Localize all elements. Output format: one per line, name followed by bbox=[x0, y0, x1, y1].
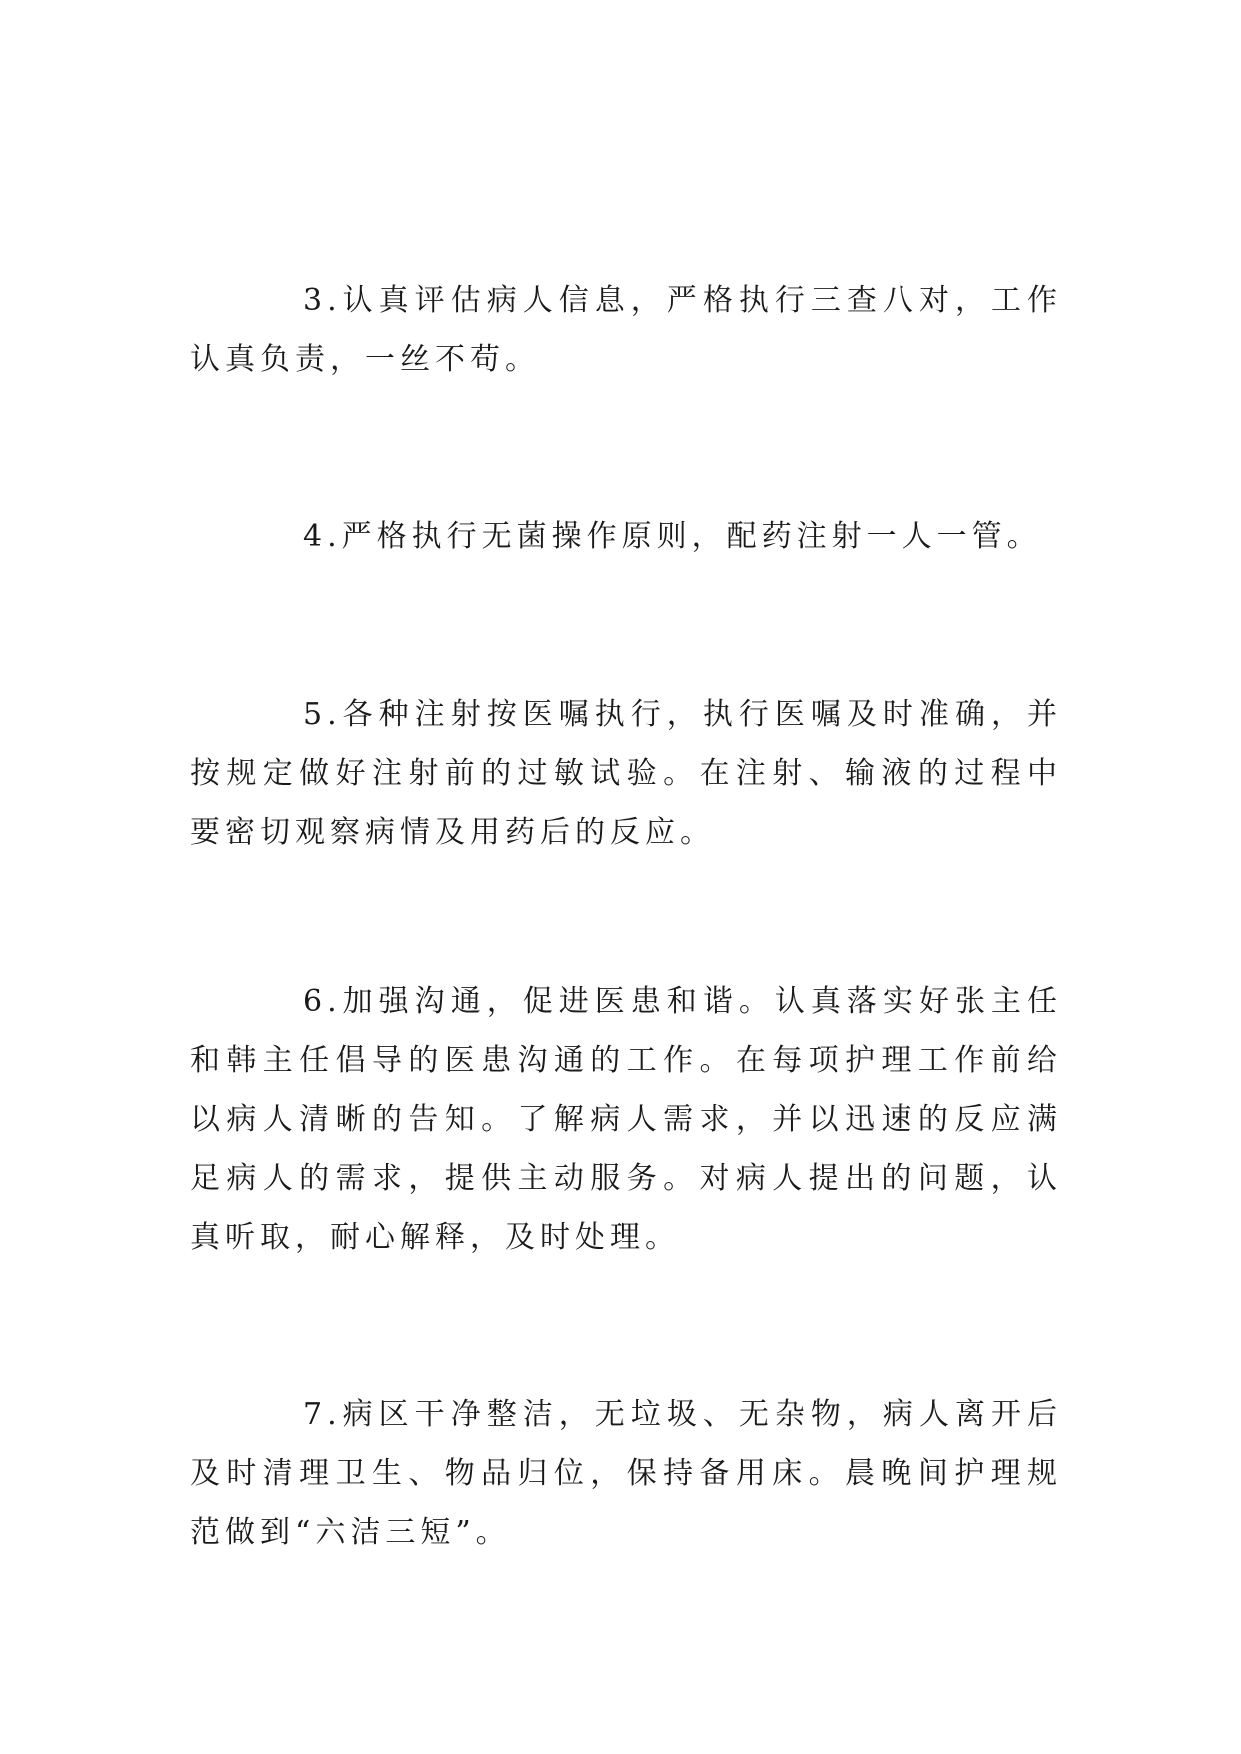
paragraph-item-4: 4.严格执行无菌操作原则，配药注射一人一管。 bbox=[303, 519, 1042, 554]
paragraph-item-7: 7.病区干净整洁，无垃圾、无杂物，病人离开后及时清理卫生、物品归位，保持备用床。晨晚间护理规范做到“六洁三短”。 bbox=[190, 1397, 1062, 1550]
paragraph-item-3: 3.认真评估病人信息，严格执行三查八对，工作认真负责，一丝不苟。 bbox=[190, 283, 1062, 377]
paragraph-item-6: 6.加强沟通，促进医患和谐。认真落实好张主任和韩主任倡导的医患沟通的工作。在每项护理工作前给以病人清晰的告知。了解病人需求，并以迅速的反应满足病人的需求，提供主动服务。对病人提出的问题，认真听取，耐心解释，及时处理。 bbox=[190, 984, 1062, 1255]
paragraph-item-5: 5.各种注射按医嘱执行，执行医嘱及时准确，并按规定做好注射前的过敏试验。在注射、输液的过程中要密切观察病情及用药后的反应。 bbox=[190, 697, 1062, 850]
